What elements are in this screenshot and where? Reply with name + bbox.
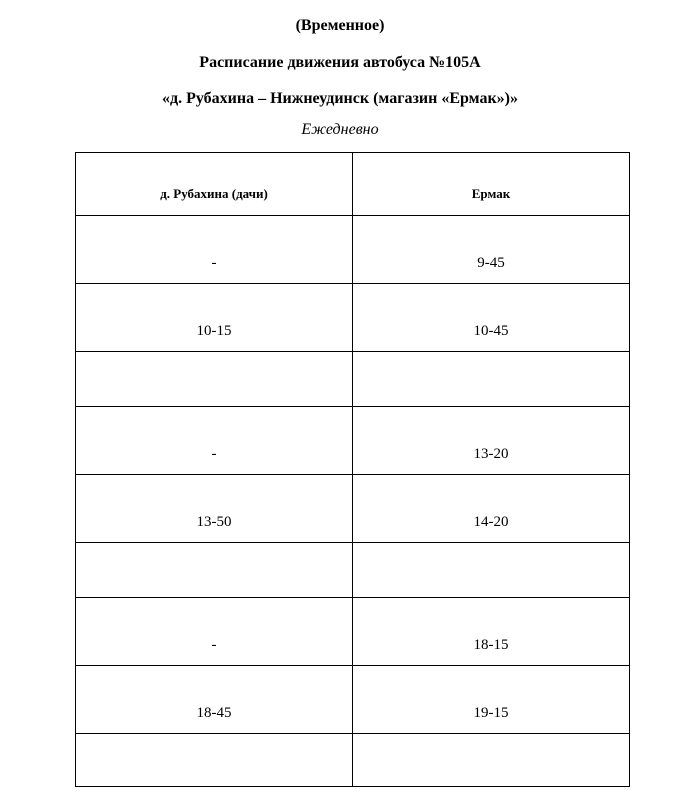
table-row xyxy=(76,734,630,787)
table-row xyxy=(76,284,630,352)
departure-rubakhina: - xyxy=(76,407,353,475)
table-row xyxy=(76,666,630,734)
table-row xyxy=(76,407,630,475)
departure-rubakhina: 13-50 xyxy=(76,475,353,543)
departure-rubakhina xyxy=(76,352,353,407)
departure-ermak: 10-45 xyxy=(353,284,630,352)
table-row xyxy=(76,475,630,543)
column-header-ermak: Ермак xyxy=(353,153,630,216)
departure-ermak: 9-45 xyxy=(353,216,630,284)
departure-ermak: 14-20 xyxy=(353,475,630,543)
table-row xyxy=(76,543,630,598)
table-row xyxy=(76,216,630,284)
column-header-rubakhina: д. Рубахина (дачи) xyxy=(76,153,353,216)
schedule-table xyxy=(75,152,630,787)
table-row xyxy=(76,598,630,666)
doc-title: Расписание движения автобуса №105А xyxy=(199,54,481,71)
departure-ermak: 19-15 xyxy=(353,666,630,734)
table-row xyxy=(76,352,630,407)
doc-status-line: (Временное) xyxy=(295,17,385,34)
departure-ermak xyxy=(353,352,630,407)
departure-rubakhina: - xyxy=(76,216,353,284)
schedule-frequency: Ежедневно xyxy=(301,121,379,138)
departure-ermak xyxy=(353,543,630,598)
departure-ermak: 13-20 xyxy=(353,407,630,475)
departure-rubakhina: 18-45 xyxy=(76,666,353,734)
route-name: «д. Рубахина – Нижнеудинск (магазин «Ермак»)» xyxy=(161,90,519,107)
departure-rubakhina: - xyxy=(76,598,353,666)
departure-ermak xyxy=(353,734,630,787)
departure-rubakhina xyxy=(76,543,353,598)
departure-rubakhina xyxy=(76,734,353,787)
table-header-row xyxy=(76,153,630,216)
departure-rubakhina: 10-15 xyxy=(76,284,353,352)
departure-ermak: 18-15 xyxy=(353,598,630,666)
